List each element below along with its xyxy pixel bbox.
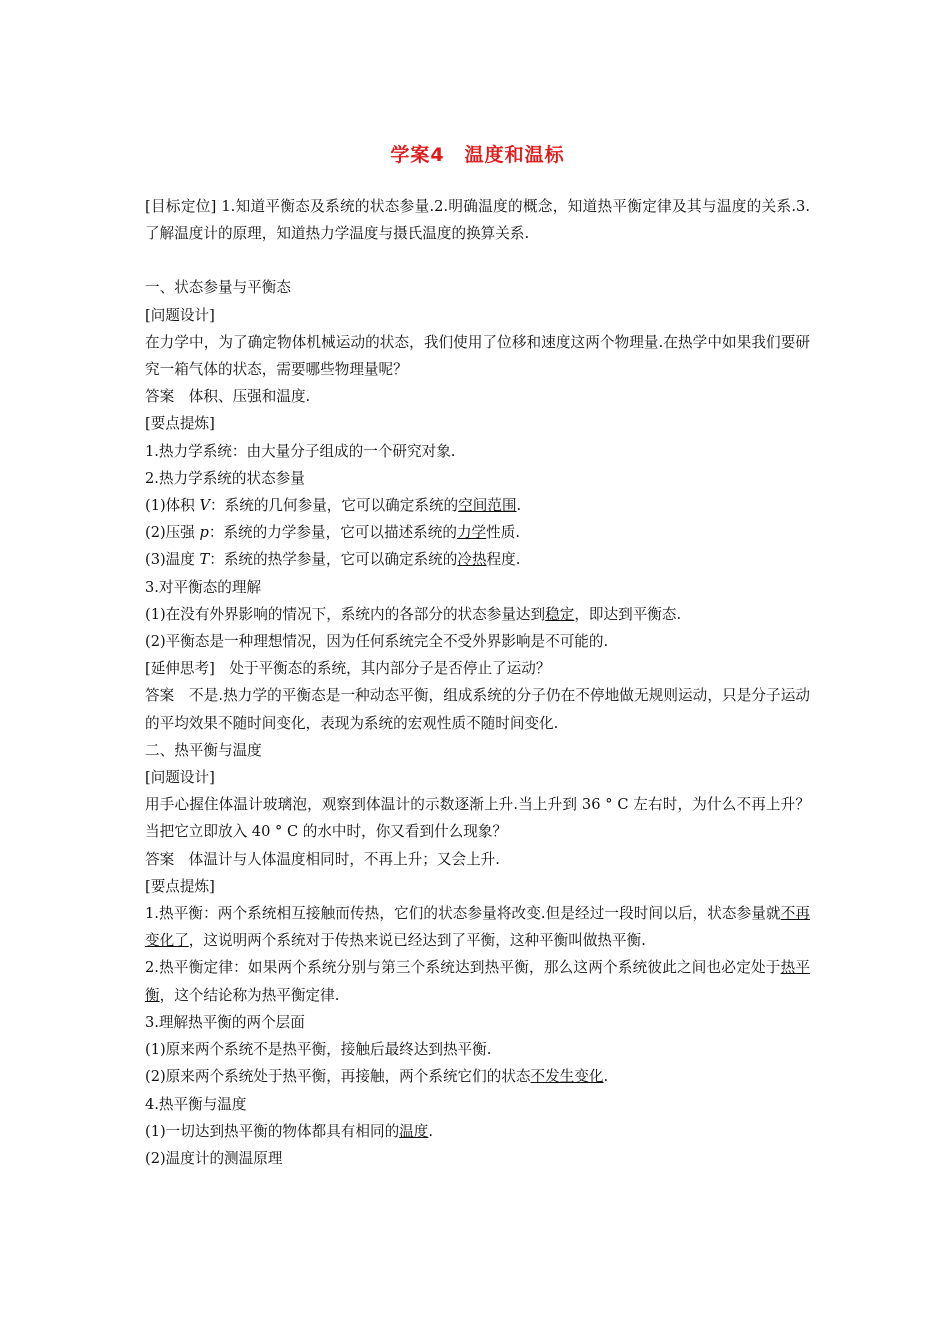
key-points-tag: [要点提炼] xyxy=(145,415,215,433)
volume-item xyxy=(145,492,810,519)
objective-paragraph: [目标定位] 1.知道平衡态及系统的状态参量.2.明确温度的概念，知道热平衡定律及其与温度的关系.3.了解温度计的原理，知道热力学温度与摄氏温度的换算关系. xyxy=(145,198,810,243)
pressure-end: 性质. xyxy=(486,524,520,542)
pressure-prefix: (2)压强 xyxy=(145,524,200,542)
temperature-text: ：系统的热学参量，它可以确定系统的 xyxy=(209,551,458,569)
volume-text: ：系统的几何参量，它可以确定系统的 xyxy=(210,497,459,515)
question-paragraph: 在力学中，为了确定物体机械运动的状态，我们使用了位移和速度这两个物理量.在热学中如果我们要研究一箱气体的状态，需要哪些物理量呢？ xyxy=(145,333,810,379)
page-title: 学案4 温度和温标 xyxy=(390,144,565,166)
q4a-text: (1)一切达到热平衡的物体都具有相同的 xyxy=(145,1122,400,1140)
pressure-symbol: p xyxy=(199,524,209,542)
q3b-text: (2)原来两个系统处于热平衡，再接触，两个系统它们的状态 xyxy=(145,1068,531,1086)
point-q4a xyxy=(145,1118,810,1145)
q2-text: 2.热平衡定律：如果两个系统分别与第三个系统达到热平衡，那么这两个系统彼此之间也必定处于 xyxy=(145,959,781,977)
question-paragraph-2: 用手心握住体温计玻璃泡，观察到体温计的示数逐渐上升.当上升到 36 ° C 左右时，为什么不再上升？当把它立即放入 40 ° C 的水中时，你又看到什么现象？ xyxy=(145,796,810,841)
spacer xyxy=(145,247,810,274)
temperature-prefix: (3)温度 xyxy=(145,551,200,569)
point-q3: 3.理解热平衡的两个层面 xyxy=(145,1013,305,1031)
q2-end: ，这个结论称为热平衡定律. xyxy=(159,986,340,1004)
temperature-item xyxy=(145,546,810,573)
q1-end: ，这说明两个系统对于传热来说已经达到了平衡，这种平衡叫做热平衡. xyxy=(188,932,646,950)
point-2: 2.热力学系统的状态参量 xyxy=(145,469,305,487)
problem-design-tag-2: [问题设计] xyxy=(145,769,215,787)
volume-symbol: V xyxy=(199,497,211,515)
q4a-blank: 温度 xyxy=(399,1122,429,1140)
q2-blank: 热平衡 xyxy=(145,959,810,1004)
section2-heading: 二、热平衡与温度 xyxy=(145,741,262,759)
extended-answer: 答案 不是.热力学的平衡态是一种动态平衡，组成系统的分子仍在不停地做无规则运动，只是分子运动的平均效果不随时间变化，表现为系统的宏观性质不随时间变化. xyxy=(145,687,810,732)
equilibrium-1-blank: 稳定 xyxy=(545,605,575,623)
equilibrium-1-text: (1)在没有外界影响的情况下，系统内的各部分的状态参量达到 xyxy=(145,605,546,623)
section1-heading: 一、状态参量与平衡态 xyxy=(145,279,291,297)
pressure-text: ：系统的力学参量，它可以描述系统的 xyxy=(208,524,457,542)
q4a-end: . xyxy=(428,1122,434,1140)
temperature-symbol: T xyxy=(199,551,210,569)
pressure-blank: 力学 xyxy=(456,524,487,542)
extended-thinking: [延伸思考] 处于平衡态的系统，其内部分子是否停止了运动？ xyxy=(145,660,551,678)
volume-blank: 空间范围 xyxy=(458,497,517,515)
point-q4: 4.热平衡与温度 xyxy=(145,1095,247,1113)
point-q4b: (2)温度计的测温原理 xyxy=(145,1149,283,1167)
q1-blank: 不再变化了 xyxy=(145,905,810,950)
temperature-blank: 冷热 xyxy=(457,551,487,569)
temperature-end: 程度. xyxy=(486,551,521,569)
equilibrium-item-2: (2)平衡态是一种理想情况，因为任何系统完全不受外界影响是不可能的. xyxy=(145,633,609,651)
problem-design-tag: [问题设计] xyxy=(145,306,215,324)
q3b-blank: 不发生变化 xyxy=(530,1068,604,1086)
q1-text: 1.热平衡：两个系统相互接触而传热，它们的状态参量将改变.但是经过一段时间以后，状态参量就 xyxy=(145,905,781,923)
answer-line: 答案 体积、压强和温度. xyxy=(145,388,311,406)
point-q3b xyxy=(145,1063,810,1090)
point-1: 1.热力学系统：由大量分子组成的一个研究对象. xyxy=(145,442,456,460)
equilibrium-1-end: ，即达到平衡态. xyxy=(574,605,682,623)
volume-end: . xyxy=(516,497,522,515)
point-3: 3.对平衡态的理解 xyxy=(145,578,262,596)
thermal-equilibrium-definition xyxy=(145,900,810,954)
equilibrium-item-1 xyxy=(145,601,810,628)
point-q3a: (1)原来两个系统不是热平衡，接触后最终达到热平衡. xyxy=(145,1041,492,1059)
volume-prefix: (1)体积 xyxy=(145,497,200,515)
document-page xyxy=(145,140,810,1172)
answer-line-2: 答案 体温计与人体温度相同时，不再上升；又会上升. xyxy=(145,850,500,868)
q3b-end: . xyxy=(603,1068,609,1086)
thermal-equilibrium-law xyxy=(145,954,810,1008)
pressure-item xyxy=(145,519,810,546)
key-points-tag-2: [要点提炼] xyxy=(145,877,215,895)
